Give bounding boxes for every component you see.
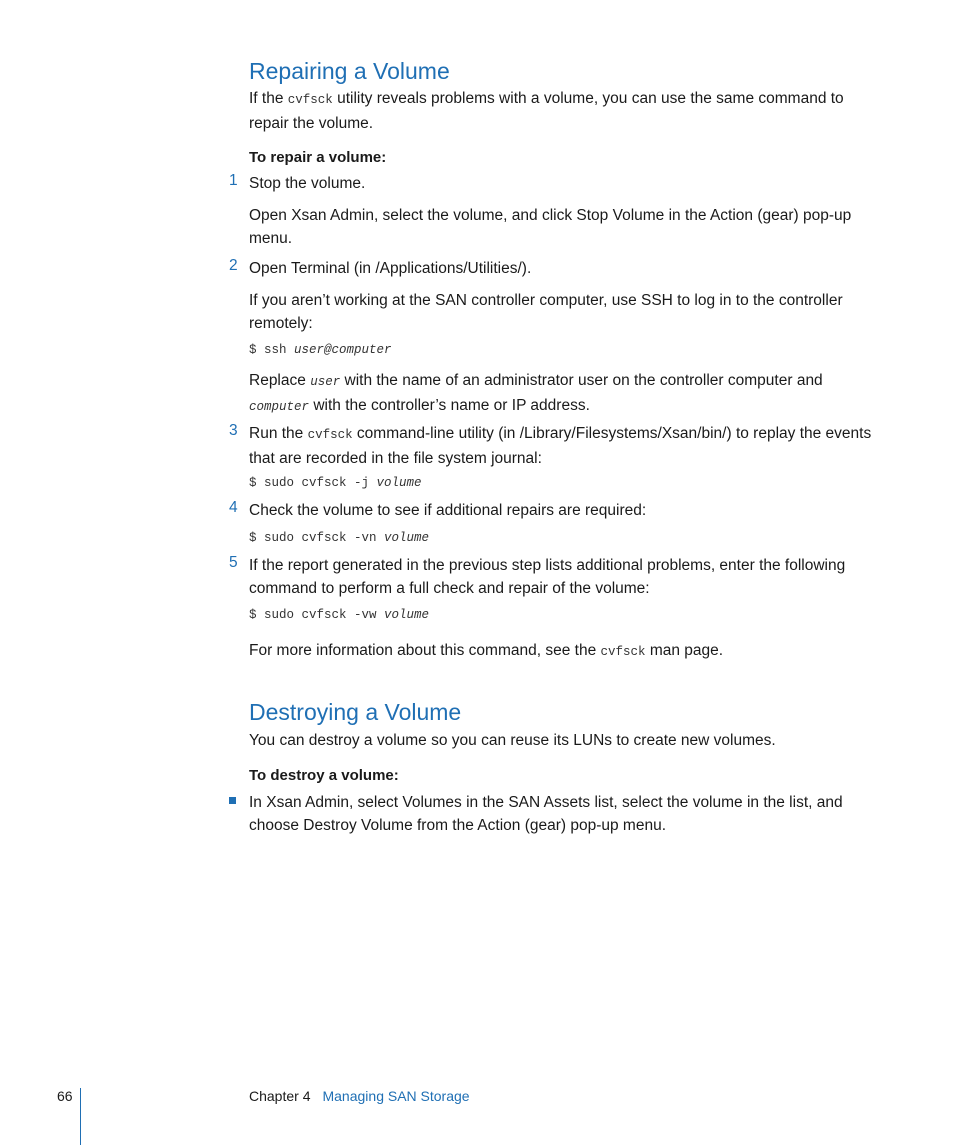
step-number: 2 (229, 257, 238, 274)
bullet-text: In Xsan Admin, select Volumes in the SAN Assets list, select the volume in the list, and choose Destroy Volume from the Action (gear) pop-up menu. (249, 794, 843, 834)
procedure-lead: To repair a volume: (249, 149, 387, 166)
section-title-repairing: Repairing a Volume (249, 58, 450, 84)
intro-paragraph: If the cvfsck utility reveals problems with a volume, you can use the same command to repair the volume. (249, 90, 844, 132)
step-number: 1 (229, 172, 238, 189)
code-line: $ sudo cvfsck -vw volume (249, 608, 430, 622)
step-number: 5 (229, 554, 238, 571)
code-line: $ sudo cvfsck -j volume (249, 476, 422, 490)
step-text: Check the volume to see if additional repairs are required: (249, 502, 647, 519)
replace-note: Replace user with the name of an administrator user on the controller computer and computer with the controller’s name or IP address. (249, 372, 823, 414)
procedure-lead: To destroy a volume: (249, 767, 399, 784)
step-number: 3 (229, 422, 238, 439)
intro-paragraph: You can destroy a volume so you can reuse its LUNs to create new volumes. (249, 732, 776, 749)
step-text: Run the cvfsck command-line utility (in /Library/Filesystems/Xsan/bin/) to replay the events that are recorded in the file system journal: (249, 425, 872, 467)
step-text: If the report generated in the previous step lists additional problems, enter the following command to perform a full check and repair of the volume: (249, 557, 846, 597)
step-text: Stop the volume. (249, 175, 366, 192)
section-title-destroying: Destroying a Volume (249, 699, 462, 725)
footer-chapter-title: Managing SAN Storage (322, 1088, 470, 1104)
page-number: 66 (57, 1088, 73, 1104)
more-info: For more information about this command, see the cvfsck man page. (249, 642, 724, 659)
step-detail: Open Xsan Admin, select the volume, and click Stop Volume in the Action (gear) pop-up menu. (249, 207, 852, 247)
step-detail: If you aren’t working at the SAN controller computer, use SSH to log in to the controller remotely: (249, 292, 843, 332)
code-line: $ sudo cvfsck -vn volume (249, 531, 430, 545)
footer-divider (80, 1088, 81, 1145)
step-number: 4 (229, 499, 238, 516)
footer-chapter: Chapter 4 Managing SAN Storage (249, 1088, 470, 1104)
code-line: $ ssh user@computer (249, 343, 392, 357)
step-text: Open Terminal (in /Applications/Utilities/). (249, 260, 532, 277)
bullet-icon (229, 797, 236, 804)
